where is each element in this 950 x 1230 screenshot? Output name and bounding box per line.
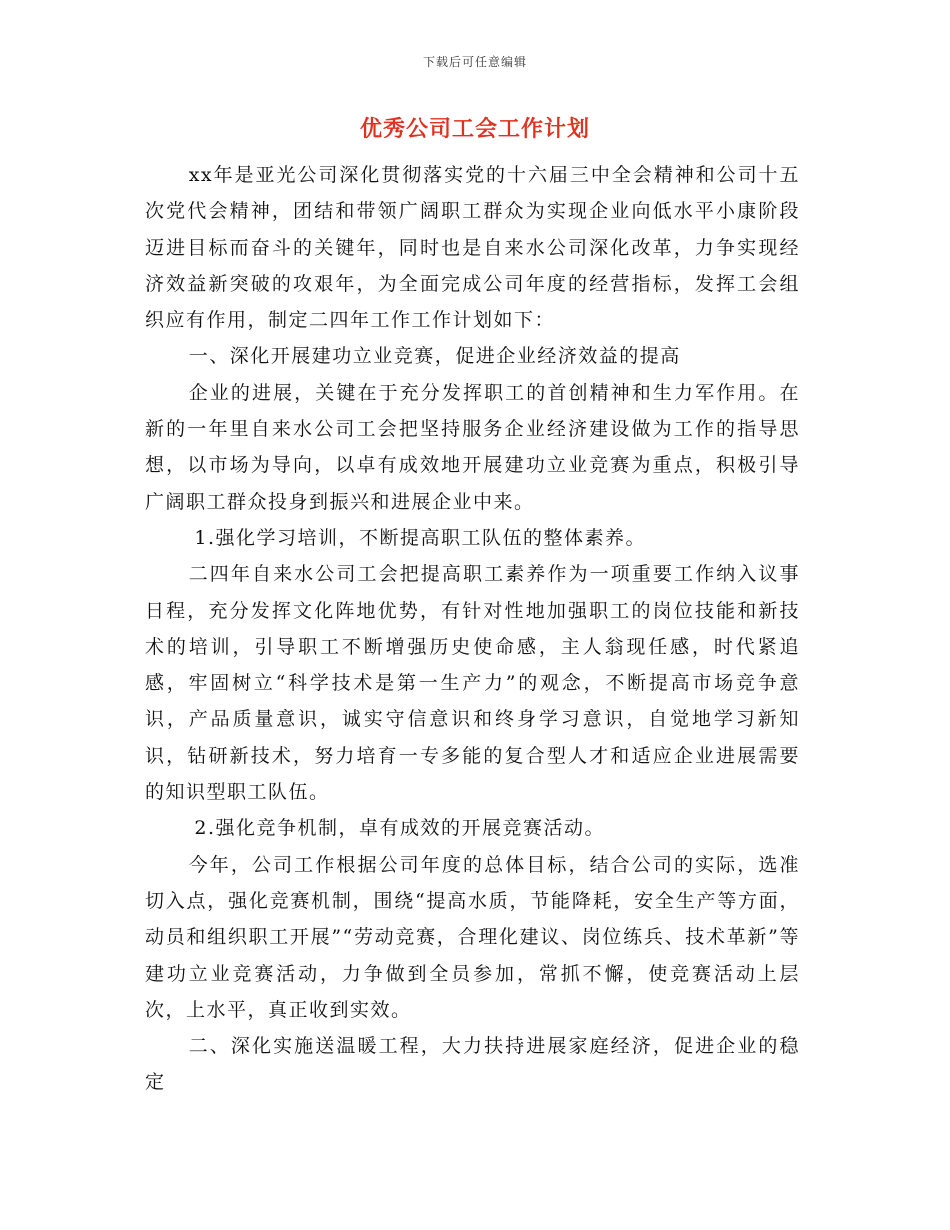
paragraph-subsection-2: 今年，公司工作根据公司年度的总体目标，结合公司的实际，选准切入点，强化竞赛机制，围绕“提高水质，节能降耗，安全生产等方面，动员和组织职工开展”“劳动竞赛，合理化建议、岗位练兵、技术革新”等建功立业竞赛活动，力争做到全员参加，常抓不懈，使竞赛活动上层次，上水平，真正收到实效。 <box>145 853 800 1021</box>
section-heading-2: 二、深化实施送温暖工程，大力扶持进展家庭经济，促进企业的稳定 <box>145 1035 800 1094</box>
section-heading-1: 一、深化开展建功立业竞赛，促进企业经济效益的提高 <box>188 345 681 368</box>
subheading-2: 2.强化竞争机制，卓有成效的开展竞赛活动。 <box>194 817 606 840</box>
paragraph-subsection-1: 二四年自来水公司工会把提高职工素养作为一项重要工作纳入议事日程，充分发挥文化阵地优势，有针对性地加强职工的岗位技能和新技术的培训，引导职工不断增强历史使命感，主人翁现任感，时代紧追感，牢固树立“科学技术是第一生产力”的观念，不断提高市场竞争意识，产品质量意识，诚实守信意识和终身学习意识，自觉地学习新知识，钻研新技术，努力培育一专多能的复合型人才和适应企业进展需要的知识型职工队伍。 <box>145 563 800 804</box>
subheading-1: 1.强化学习培训，不断提高职工队伍的整体素养。 <box>194 526 647 549</box>
paragraph-intro: xx年是亚光公司深化贯彻落实党的十六届三中全会精神和公司十五次党代会精神，团结和带领广阔职工群众为实现企业向低水平小康阶段迈进目标而奋斗的关键年，同时也是自来水公司深化改革，力争实现经济效益新突破的攻艰年，为全面完成公司年度的经营指标，发挥工会组织应有作用，制定二四年工作工作计划如下： <box>145 164 800 332</box>
paragraph-section-1: 企业的进展，关键在于充分发挥职工的首创精神和生力军作用。在新的一年里自来水公司工会把坚持服务企业经济建设做为工作的指导思想，以市场为导向，以卓有成效地开展建功立业竞赛为重点，积极引导广阔职工群众投身到振兴和进展企业中来。 <box>145 381 800 513</box>
document-body <box>145 157 800 1101</box>
document-title: 优秀公司工会工作计划 <box>359 116 590 142</box>
header-note: 下载后可任意编辑 <box>422 55 527 69</box>
